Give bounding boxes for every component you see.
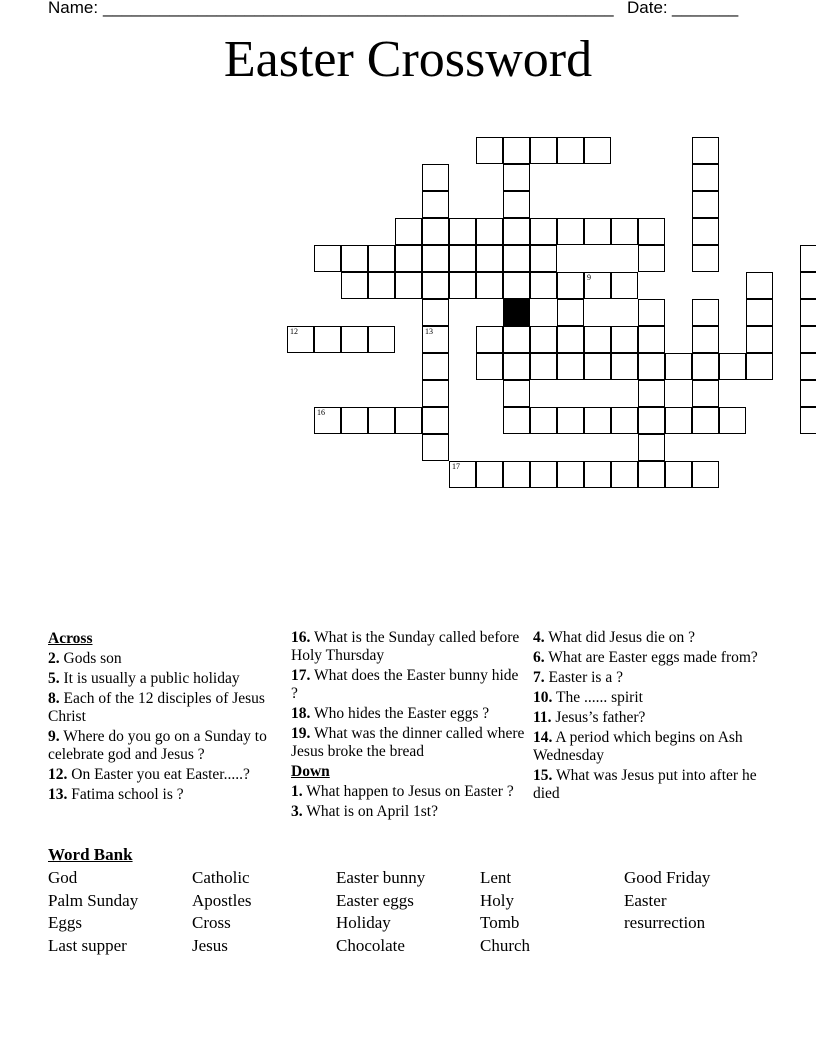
grid-cell[interactable] bbox=[503, 461, 530, 488]
grid-cell[interactable] bbox=[449, 461, 476, 488]
word-bank-item: Palm Sunday bbox=[48, 891, 139, 910]
grid-cell[interactable] bbox=[719, 353, 746, 380]
clue-across-8: 8. Each of the 12 disciples of Jesus Christ bbox=[48, 690, 265, 725]
grid-cell[interactable] bbox=[746, 326, 773, 353]
name-label: Name: bbox=[48, 0, 99, 17]
grid-cell[interactable] bbox=[638, 461, 665, 488]
grid-cell[interactable] bbox=[422, 434, 449, 461]
grid-cell[interactable] bbox=[557, 218, 584, 245]
word-bank-item: God bbox=[48, 868, 78, 887]
word-bank-item: resurrection bbox=[624, 913, 706, 932]
grid-cell[interactable] bbox=[692, 191, 719, 218]
grid-cell[interactable] bbox=[692, 380, 719, 407]
grid-cell[interactable] bbox=[638, 380, 665, 407]
clue-across-18: 18. Who hides the Easter eggs ? bbox=[291, 705, 490, 722]
clue-across-12: 12. On Easter you eat Easter.....? bbox=[48, 766, 250, 783]
grid-cell[interactable] bbox=[557, 407, 584, 434]
grid-cell[interactable] bbox=[800, 380, 816, 407]
grid-cell[interactable] bbox=[368, 272, 395, 299]
grid-cell[interactable] bbox=[638, 407, 665, 434]
grid-cell[interactable] bbox=[611, 272, 638, 299]
grid-cell[interactable] bbox=[530, 353, 557, 380]
grid-cell[interactable] bbox=[341, 272, 368, 299]
grid-cell[interactable] bbox=[422, 407, 449, 434]
grid-cell[interactable] bbox=[503, 218, 530, 245]
grid-cell[interactable] bbox=[395, 407, 422, 434]
grid-cell[interactable] bbox=[422, 245, 449, 272]
word-bank-item: Holy bbox=[480, 891, 514, 910]
word-bank-item: Good Friday bbox=[624, 868, 711, 887]
grid-cell[interactable] bbox=[692, 353, 719, 380]
clue-across-5: 5. It is usually a public holiday bbox=[48, 670, 240, 687]
grid-cell[interactable] bbox=[503, 164, 530, 191]
grid-cell[interactable] bbox=[503, 272, 530, 299]
grid-cell[interactable] bbox=[665, 461, 692, 488]
grid-cell[interactable] bbox=[719, 407, 746, 434]
clues-column-2 bbox=[291, 629, 529, 823]
grid-cell[interactable] bbox=[692, 326, 719, 353]
grid-cell[interactable] bbox=[584, 461, 611, 488]
across-heading: Across bbox=[48, 630, 93, 647]
date-line[interactable]: _______ bbox=[672, 0, 739, 17]
grid-cell[interactable] bbox=[449, 245, 476, 272]
grid-cell[interactable] bbox=[422, 218, 449, 245]
grid-cell[interactable] bbox=[692, 218, 719, 245]
grid-cell[interactable] bbox=[557, 353, 584, 380]
grid-cell[interactable] bbox=[800, 245, 816, 272]
grid-cell[interactable] bbox=[341, 326, 368, 353]
word-bank-item: Easter eggs bbox=[336, 891, 414, 910]
clue-number: 13 bbox=[425, 327, 433, 336]
clue-number: 12 bbox=[290, 327, 298, 336]
grid-cell[interactable] bbox=[692, 461, 719, 488]
grid-cell[interactable] bbox=[395, 218, 422, 245]
word-bank-item: Cross bbox=[192, 913, 231, 932]
clue-number: 17 bbox=[452, 462, 460, 471]
grid-cell[interactable] bbox=[314, 245, 341, 272]
grid-cell[interactable] bbox=[692, 299, 719, 326]
grid-cell[interactable] bbox=[476, 353, 503, 380]
grid-cell[interactable] bbox=[530, 461, 557, 488]
grid-cell[interactable] bbox=[611, 461, 638, 488]
grid-cell[interactable] bbox=[422, 191, 449, 218]
clue-across-13: 13. Fatima school is ? bbox=[48, 786, 184, 803]
grid-cell[interactable] bbox=[665, 407, 692, 434]
grid-cell[interactable] bbox=[422, 326, 449, 353]
down-heading: Down bbox=[291, 763, 330, 780]
grid-cell[interactable] bbox=[611, 407, 638, 434]
grid-cell[interactable] bbox=[503, 245, 530, 272]
grid-cell[interactable] bbox=[611, 353, 638, 380]
grid-cell[interactable] bbox=[557, 326, 584, 353]
grid-cell[interactable] bbox=[692, 137, 719, 164]
grid-cell[interactable] bbox=[692, 245, 719, 272]
grid-cell[interactable] bbox=[422, 272, 449, 299]
clue-down-14: 14. A period which begins on Ash Wednesday bbox=[533, 729, 743, 764]
grid-cell[interactable] bbox=[476, 461, 503, 488]
grid-cell[interactable] bbox=[449, 218, 476, 245]
grid-cell[interactable] bbox=[476, 245, 503, 272]
clue-down-3: 3. What is on April 1st? bbox=[291, 803, 438, 820]
clue-down-11: 11. Jesus’s father? bbox=[533, 709, 646, 726]
clue-across-19: 19. What was the dinner called where Jesus broke the bread bbox=[291, 725, 525, 760]
grid-cell[interactable] bbox=[422, 164, 449, 191]
grid-cell[interactable] bbox=[638, 299, 665, 326]
word-bank-item: Easter bunny bbox=[336, 868, 426, 887]
grid-cell[interactable] bbox=[530, 326, 557, 353]
grid-cell[interactable] bbox=[341, 245, 368, 272]
grid-cell[interactable] bbox=[368, 407, 395, 434]
grid-cell[interactable] bbox=[476, 218, 503, 245]
grid-cell[interactable] bbox=[476, 137, 503, 164]
clue-down-15: 15. What was Jesus put into after he died bbox=[533, 767, 757, 802]
grid-cell[interactable] bbox=[530, 407, 557, 434]
word-bank-item: Church bbox=[480, 936, 531, 955]
grid-cell[interactable] bbox=[800, 272, 816, 299]
clue-across-9: 9. Where do you go on a Sunday to celebrate god and Jesus ? bbox=[48, 728, 267, 763]
clue-across-2: 2. Gods son bbox=[48, 650, 122, 667]
grid-cell[interactable] bbox=[800, 353, 816, 380]
grid-cell[interactable] bbox=[800, 407, 816, 434]
grid-cell[interactable] bbox=[422, 353, 449, 380]
grid-cell[interactable] bbox=[584, 353, 611, 380]
grid-cell[interactable] bbox=[530, 218, 557, 245]
word-bank-item: Tomb bbox=[480, 913, 520, 932]
grid-cell[interactable] bbox=[503, 137, 530, 164]
grid-cell[interactable] bbox=[503, 326, 530, 353]
grid-cell[interactable] bbox=[557, 137, 584, 164]
grid-cell[interactable] bbox=[557, 272, 584, 299]
grid-cell[interactable] bbox=[476, 272, 503, 299]
grid-cell[interactable] bbox=[611, 326, 638, 353]
grid-cell[interactable] bbox=[638, 434, 665, 461]
date-label: Date: bbox=[627, 0, 668, 17]
grid-cell[interactable] bbox=[584, 218, 611, 245]
clue-down-4: 4. What did Jesus die on ? bbox=[533, 629, 696, 646]
word-bank-item: Eggs bbox=[48, 913, 82, 932]
grid-cell[interactable] bbox=[503, 353, 530, 380]
clue-number: 9 bbox=[587, 273, 591, 282]
grid-cell[interactable] bbox=[746, 272, 773, 299]
grid-cell[interactable] bbox=[503, 191, 530, 218]
grid-cell[interactable] bbox=[314, 326, 341, 353]
clue-number: 16 bbox=[317, 408, 325, 417]
grid-cell[interactable] bbox=[800, 299, 816, 326]
word-bank-item: Apostles bbox=[192, 891, 252, 910]
grid-cell[interactable] bbox=[692, 407, 719, 434]
clue-down-10: 10. The ...... spirit bbox=[533, 689, 643, 706]
black-cell bbox=[503, 299, 530, 326]
clue-down-1: 1. What happen to Jesus on Easter ? bbox=[291, 783, 514, 800]
clues-column-1 bbox=[48, 629, 286, 806]
grid-cell[interactable] bbox=[287, 326, 314, 353]
page-title: Easter Crossword bbox=[223, 31, 593, 88]
grid-cell[interactable] bbox=[503, 407, 530, 434]
word-bank-item: Chocolate bbox=[336, 936, 405, 955]
grid-cell[interactable] bbox=[476, 326, 503, 353]
grid-cell[interactable] bbox=[638, 218, 665, 245]
grid-cell[interactable] bbox=[638, 326, 665, 353]
grid-cell[interactable] bbox=[584, 137, 611, 164]
word-bank-item: Lent bbox=[480, 868, 512, 887]
grid-cell[interactable] bbox=[638, 353, 665, 380]
word-bank-item: Holiday bbox=[336, 913, 391, 932]
grid-cell[interactable] bbox=[341, 407, 368, 434]
clue-across-16: 16. What is the Sunday called before Holy Thursday bbox=[291, 629, 520, 664]
grid-cell[interactable] bbox=[746, 299, 773, 326]
grid-cell[interactable] bbox=[584, 407, 611, 434]
clue-across-17: 17. What does the Easter bunny hide ? bbox=[291, 667, 519, 702]
grid-cell[interactable] bbox=[530, 272, 557, 299]
grid-cell[interactable] bbox=[503, 380, 530, 407]
grid-cell[interactable] bbox=[692, 164, 719, 191]
grid-cell[interactable] bbox=[368, 245, 395, 272]
grid-cell[interactable] bbox=[665, 353, 692, 380]
grid-cell[interactable] bbox=[746, 353, 773, 380]
name-line[interactable]: ______________________________________________________ bbox=[103, 0, 614, 17]
word-bank-item: Last supper bbox=[48, 936, 127, 955]
grid-cell[interactable] bbox=[395, 272, 422, 299]
grid-cell[interactable] bbox=[395, 245, 422, 272]
grid-cell[interactable] bbox=[314, 407, 341, 434]
word-bank-item: Easter bbox=[624, 891, 667, 910]
grid-cell[interactable] bbox=[449, 272, 476, 299]
grid-cell[interactable] bbox=[611, 218, 638, 245]
word-bank-item: Jesus bbox=[192, 936, 228, 955]
word-bank-heading: Word Bank bbox=[48, 845, 133, 864]
clues-column-3 bbox=[533, 629, 771, 805]
clue-down-7: 7. Easter is a ? bbox=[533, 669, 623, 686]
clue-down-6: 6. What are Easter eggs made from? bbox=[533, 649, 758, 666]
grid-cell[interactable] bbox=[422, 380, 449, 407]
grid-cell[interactable] bbox=[557, 461, 584, 488]
grid-cell[interactable] bbox=[584, 326, 611, 353]
grid-cell[interactable] bbox=[530, 137, 557, 164]
word-bank-item: Catholic bbox=[192, 868, 250, 887]
grid-cell[interactable] bbox=[584, 272, 611, 299]
grid-cell[interactable] bbox=[557, 299, 584, 326]
grid-cell[interactable] bbox=[530, 245, 557, 272]
grid-cell[interactable] bbox=[638, 245, 665, 272]
grid-cell[interactable] bbox=[422, 299, 449, 326]
grid-cell[interactable] bbox=[368, 326, 395, 353]
grid-cell[interactable] bbox=[800, 326, 816, 353]
